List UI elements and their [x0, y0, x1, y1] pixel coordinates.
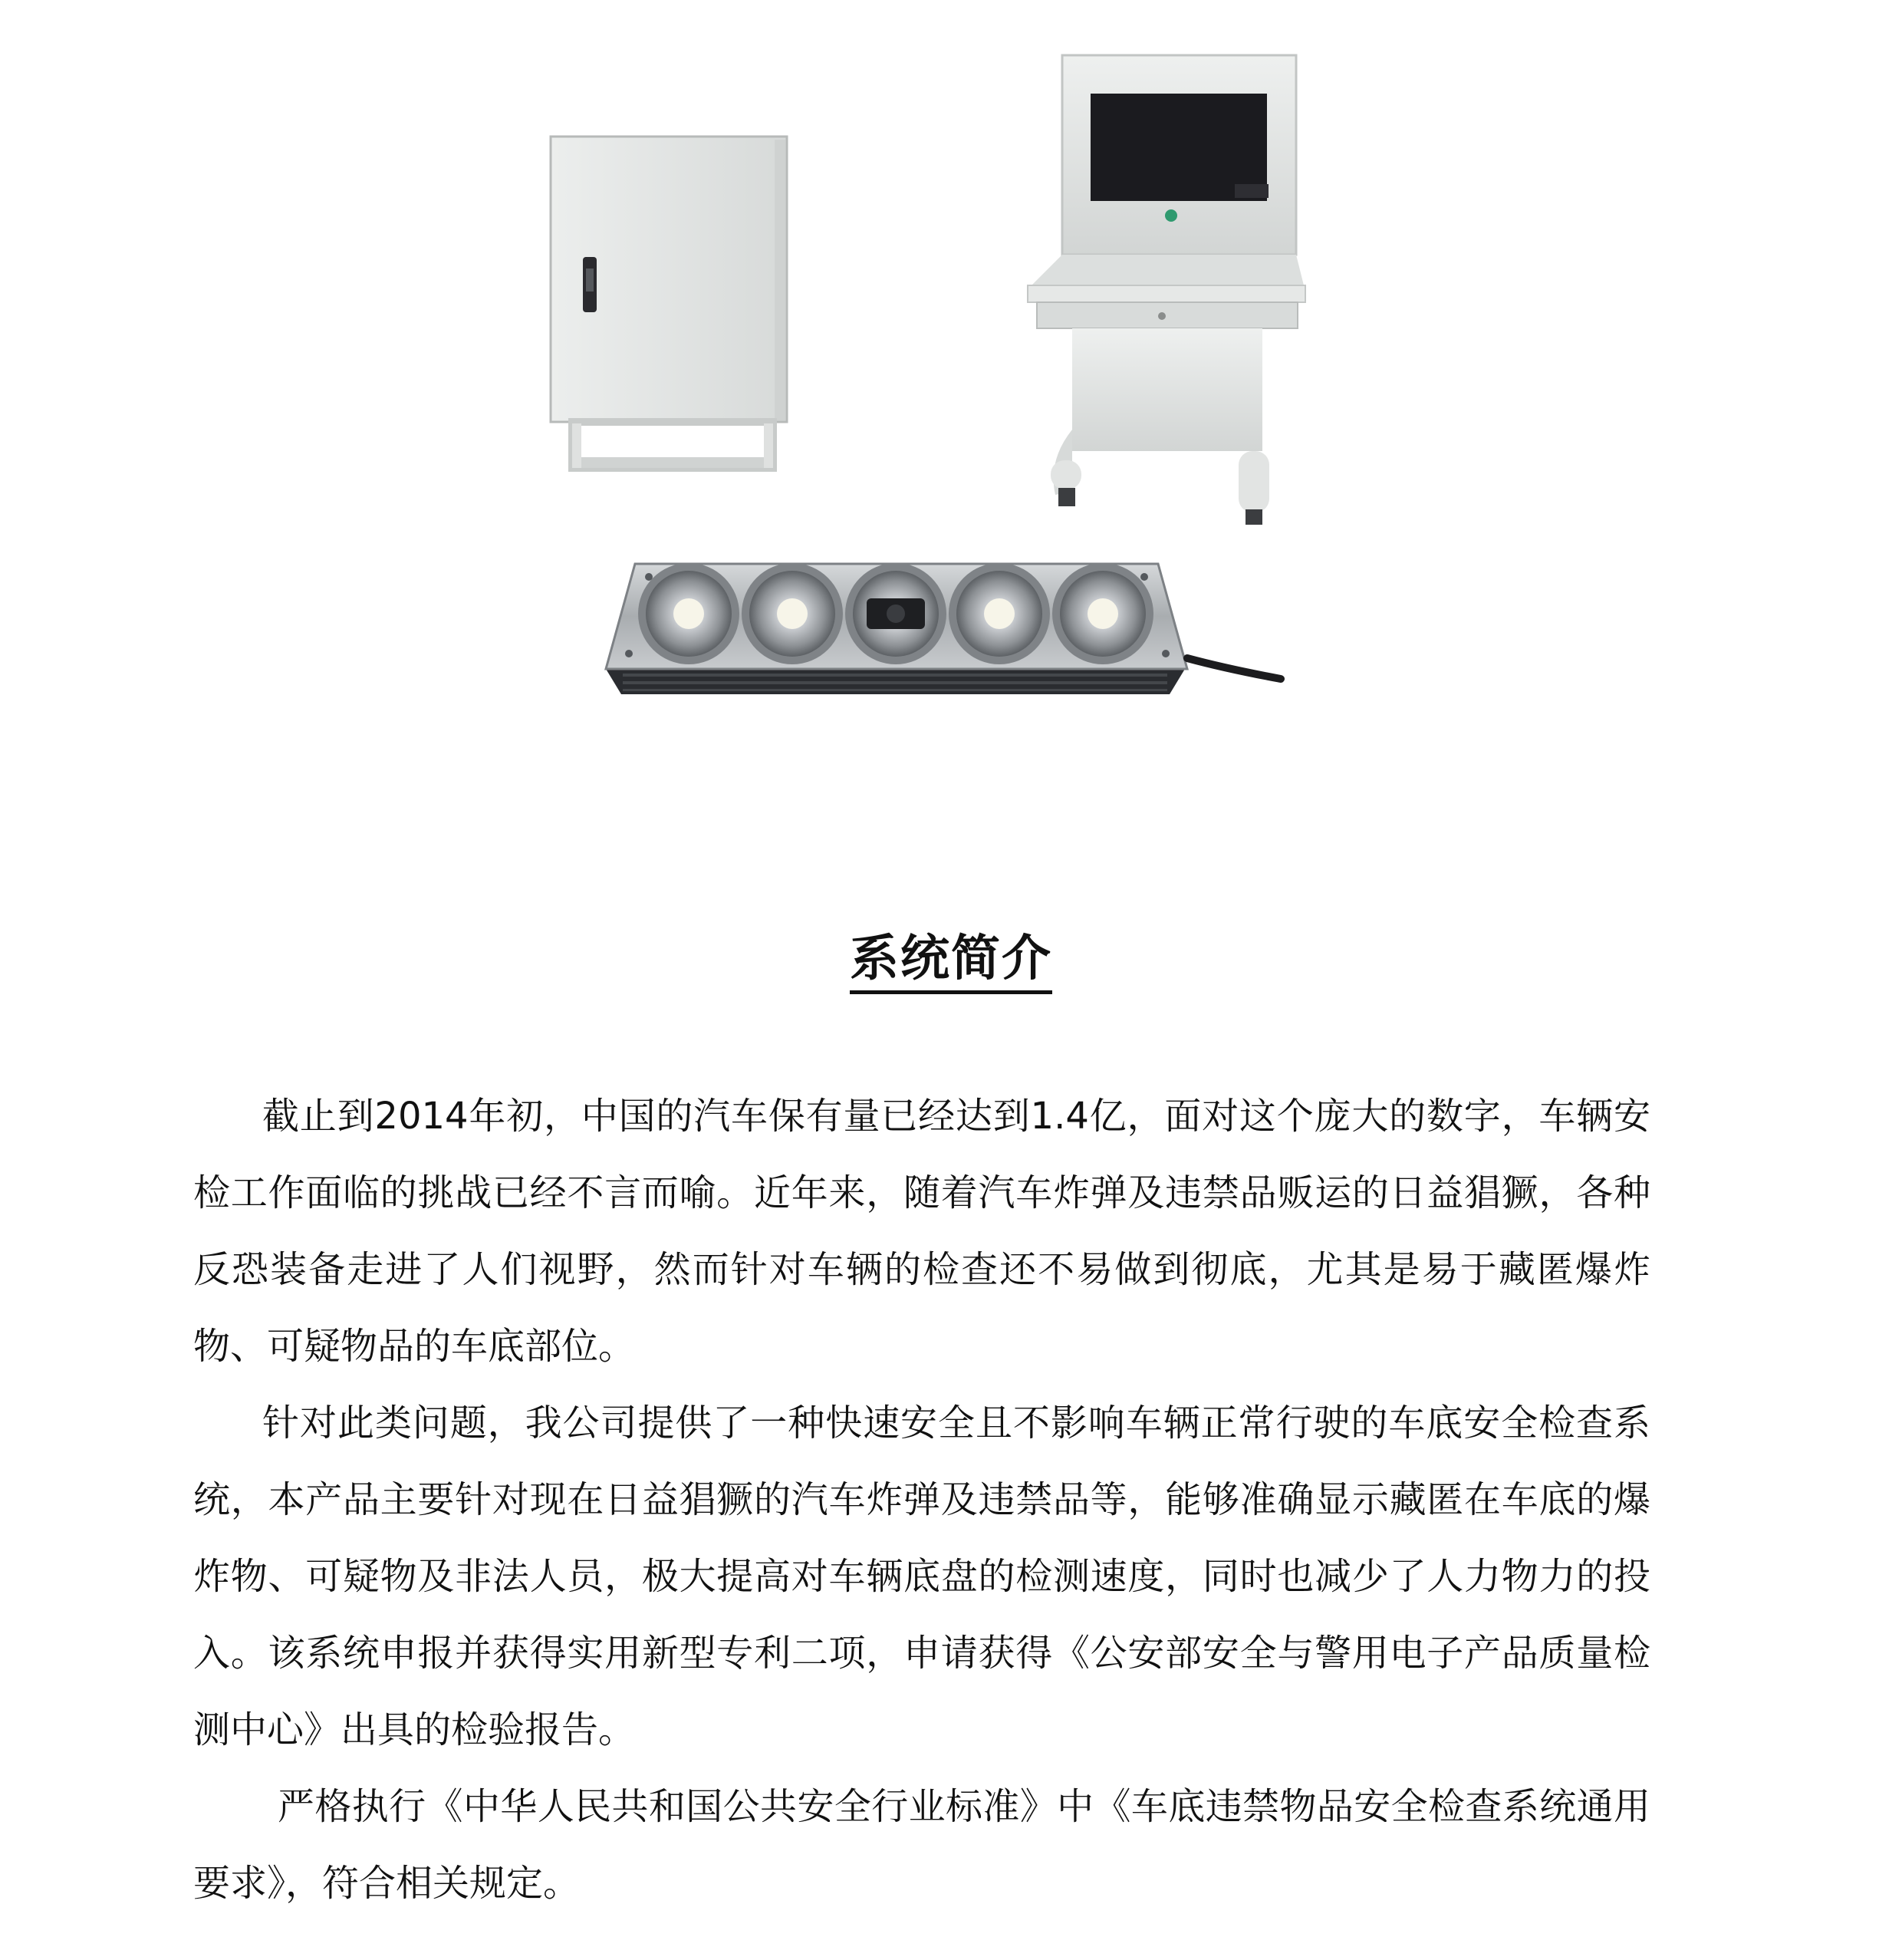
paragraph-3: 严格执行《中华人民共和国公共安全行业标准》中《车底违禁物品安全检查系统通用要求》，符合相关规定。 — [193, 1785, 1650, 1905]
camera-lens-icon — [742, 563, 843, 664]
camera-lens-icon — [638, 563, 739, 664]
product-photo-group — [0, 0, 1902, 767]
page-title-text: 系统简介 — [850, 929, 1052, 994]
camera-sensor-icon — [845, 563, 946, 664]
desk-drawer — [1037, 302, 1298, 328]
camera-lens-icon — [1052, 563, 1153, 664]
paragraph-1: 截止到2014年初，中国的汽车保有量已经达到1.4亿，面对这个庞大的数字，车辆安检工作面临的挑战已经不言而喻。近年来，随着汽车炸弹及违禁品贩运的日益猖獗，各种反恐装备走进了人们视野，然而针对车辆的检查还不易做到彻底，尤其是易于藏匿爆炸物、可疑物品的车底部位。 — [193, 1095, 1650, 1368]
power-indicator-icon — [1165, 209, 1177, 222]
monitor-workstation-icon — [1028, 55, 1305, 525]
control-cabinet-icon — [551, 137, 787, 468]
camera-lens-icon — [949, 563, 1050, 664]
intro-body — [193, 1078, 1650, 1922]
paragraph-2: 针对此类问题，我公司提供了一种快速安全且不影响车辆正常行驶的车底安全检查系统，本产品主要针对现在日益猖獗的汽车炸弹及违禁品等，能够准确显示藏匿在车底的爆炸物、可疑物及非法人员，极大提高对车辆底盘的检测速度，同时也减少了人力物力的投入。该系统申报并获得实用新型专利二项，申请获得《公安部安全与警用电子产品质量检测中心》出具的检验报告。 — [193, 1402, 1650, 1751]
page-title — [0, 924, 1902, 994]
power-cable — [1187, 658, 1281, 679]
under-vehicle-camera-array-icon — [606, 563, 1281, 694]
